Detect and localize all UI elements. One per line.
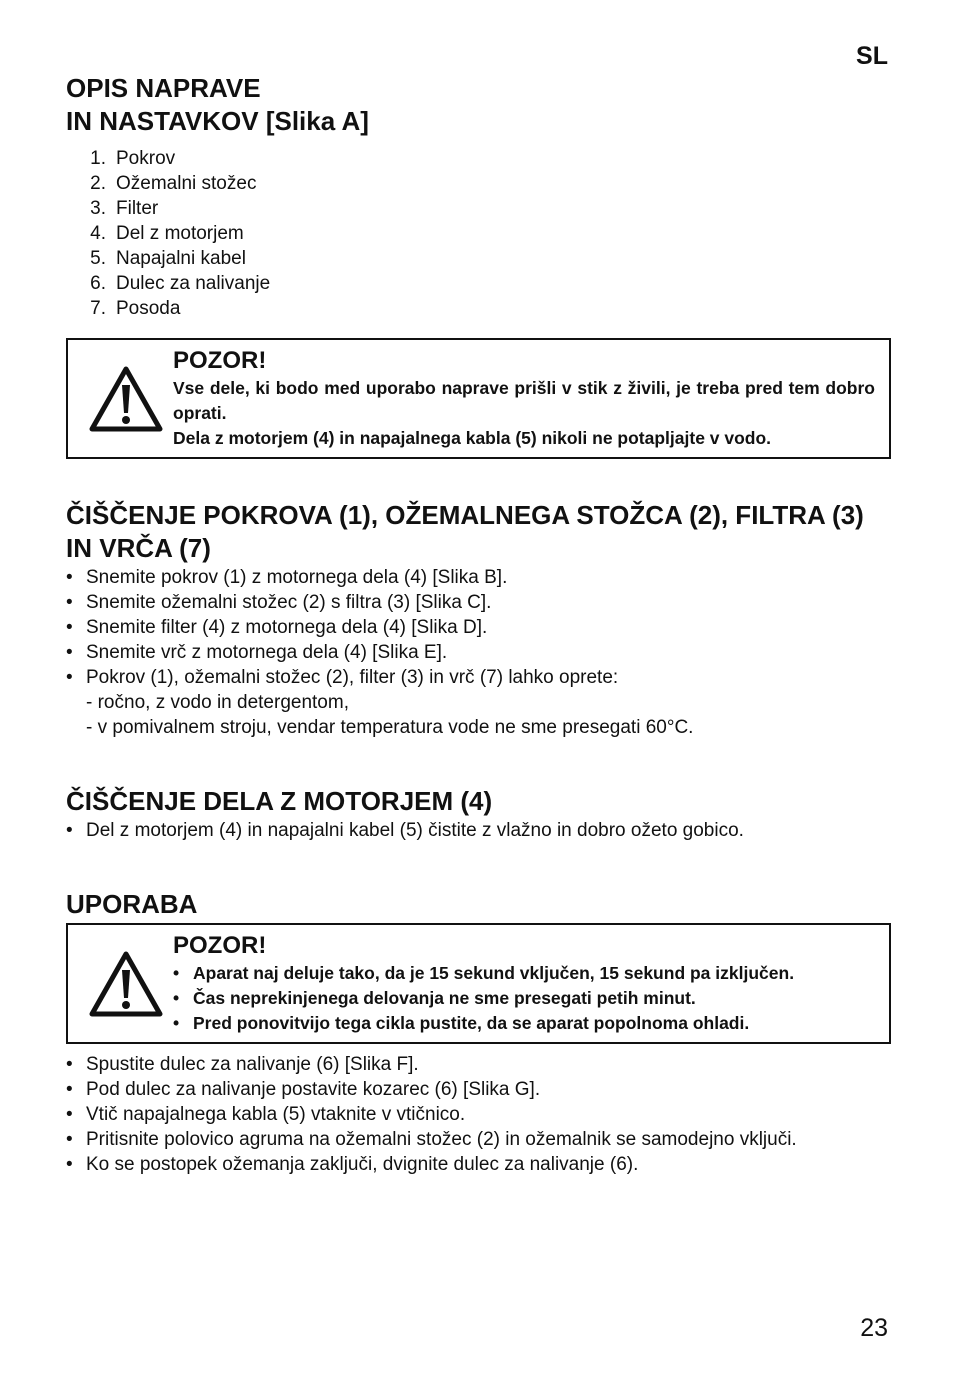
list-label: Filter — [116, 198, 159, 219]
list-item — [66, 196, 890, 221]
bullet: • — [66, 1129, 73, 1150]
list-label: Napajalni kabel — [116, 248, 246, 269]
page-number: 23 — [860, 1314, 888, 1342]
list-text: Snemite vrč z motornega dela (4) [Slika E]. — [86, 642, 448, 663]
warning-title: POZOR! — [173, 932, 267, 959]
warning-text — [173, 931, 875, 1036]
list-number: 7. — [90, 298, 106, 319]
warning-icon-wrap — [78, 931, 173, 1036]
bullet: • — [66, 667, 73, 688]
list-item — [66, 171, 890, 196]
list-number: 3. — [90, 198, 106, 219]
bullet: • — [173, 963, 180, 983]
bullet: • — [173, 1013, 180, 1033]
list-text: Ko se postopek ožemanja zaključi, dvignite dulec za nalivanje (6). — [86, 1154, 639, 1175]
section-title-cleaning-parts: ČIŠČENJE POKROVA (1), OŽEMALNEGA STOŽCA (2), FILTRA (3) IN VRČA (7) — [66, 500, 864, 563]
warning-item — [173, 986, 875, 1011]
list-item — [66, 665, 890, 690]
bullet: • — [66, 642, 73, 663]
warning-paragraph: Vse dele, ki bodo med uporabo naprave prišli v stik z živili, je treba pred tem dobro oprati. — [173, 378, 875, 423]
section-title-line2: IN NASTAVKOV [Slika A] — [66, 106, 369, 136]
bullet: • — [173, 988, 180, 1008]
section-title-line1: OPIS NAPRAVE — [66, 73, 261, 103]
list-label: Posoda — [116, 298, 181, 319]
list-text: Snemite ožemalni stožec (2) s filtra (3) [Slika C]. — [86, 592, 492, 613]
list-item — [66, 271, 890, 296]
list-text: Snemite pokrov (1) z motornega dela (4) [Slika B]. — [86, 567, 508, 588]
section-title-description — [66, 72, 890, 138]
cleaning-parts-list — [66, 565, 890, 690]
list-item — [66, 1052, 890, 1077]
list-item — [66, 1102, 890, 1127]
parts-list — [66, 146, 890, 321]
warning-box-cleaning — [66, 338, 891, 459]
bullet: • — [66, 1104, 73, 1125]
list-text: Snemite filter (4) z motornega dela (4) [Slika D]. — [86, 617, 488, 638]
bullet: • — [66, 1079, 73, 1100]
list-item — [66, 565, 890, 590]
bullet: • — [66, 820, 73, 841]
list-number: 1. — [90, 148, 106, 169]
cleaning-motor-list — [66, 818, 890, 843]
warning-triangle-icon — [88, 365, 164, 433]
list-item — [66, 640, 890, 665]
list-item — [66, 221, 890, 246]
list-number: 2. — [90, 173, 106, 194]
list-text: Del z motorjem (4) in napajalni kabel (5) čistite z vlažno in dobro ožeto gobico. — [86, 820, 744, 841]
list-number: 5. — [90, 248, 106, 269]
list-item — [66, 590, 890, 615]
bullet: • — [66, 567, 73, 588]
warning-item — [173, 961, 875, 986]
list-item — [66, 146, 890, 171]
warning-item-text: Aparat naj deluje tako, da je 15 sekund vključen, 15 sekund pa izključen. — [193, 963, 795, 983]
list-label: Ožemalni stožec — [116, 173, 257, 194]
warning-box-usage — [66, 923, 891, 1044]
list-number: 6. — [90, 273, 106, 294]
list-text: Vtič napajalnega kabla (5) vtaknite v vtičnico. — [86, 1104, 466, 1125]
list-item — [66, 1152, 890, 1177]
warning-list — [173, 961, 875, 1036]
list-number: 4. — [90, 223, 106, 244]
list-label: Pokrov — [116, 148, 176, 169]
warning-text — [173, 346, 875, 451]
warning-item-text: Čas neprekinjenega delovanja ne sme presegati petih minut. — [193, 988, 696, 1008]
list-label: Del z motorjem — [116, 223, 244, 244]
list-item — [66, 296, 890, 321]
language-code: SL — [856, 42, 888, 70]
section-title-cleaning-motor: ČIŠČENJE DELA Z MOTORJEM (4) — [66, 786, 493, 816]
warning-item-text: Pred ponovitvijo tega cikla pustite, da se aparat popolnoma ohladi. — [193, 1013, 750, 1033]
warning-item — [173, 1011, 875, 1036]
bullet: • — [66, 617, 73, 638]
sub-item: - v pomivalnem stroju, vendar temperatura vode ne sme presegati 60°C. — [86, 717, 694, 738]
warning-triangle-icon — [88, 950, 164, 1018]
bullet: • — [66, 1154, 73, 1175]
bullet: • — [66, 592, 73, 613]
warning-icon-wrap — [78, 346, 173, 451]
list-text: Spustite dulec za nalivanje (6) [Slika F]. — [86, 1054, 419, 1075]
list-item — [66, 246, 890, 271]
list-text: Pokrov (1), ožemalni stožec (2), filter (3) in vrč (7) lahko oprete: — [86, 667, 619, 688]
list-text: Pritisnite polovico agruma na ožemalni stožec (2) in ožemalnik se samodejno vključi. — [86, 1129, 797, 1150]
list-item — [66, 1077, 890, 1102]
list-item — [66, 818, 890, 843]
usage-list — [66, 1052, 890, 1177]
warning-paragraph: Dela z motorjem (4) in napajalnega kabla (5) nikoli ne potapljajte v vodo. — [173, 428, 772, 448]
sub-item: - ročno, z vodo in detergentom, — [86, 692, 349, 713]
list-text: Pod dulec za nalivanje postavite kozarec (6) [Slika G]. — [86, 1079, 541, 1100]
warning-title: POZOR! — [173, 347, 267, 374]
list-item — [66, 615, 890, 640]
page-content — [66, 72, 890, 1177]
section-title-usage: UPORABA — [66, 889, 198, 919]
list-label: Dulec za nalivanje — [116, 273, 271, 294]
bullet: • — [66, 1054, 73, 1075]
list-item — [66, 1127, 890, 1152]
